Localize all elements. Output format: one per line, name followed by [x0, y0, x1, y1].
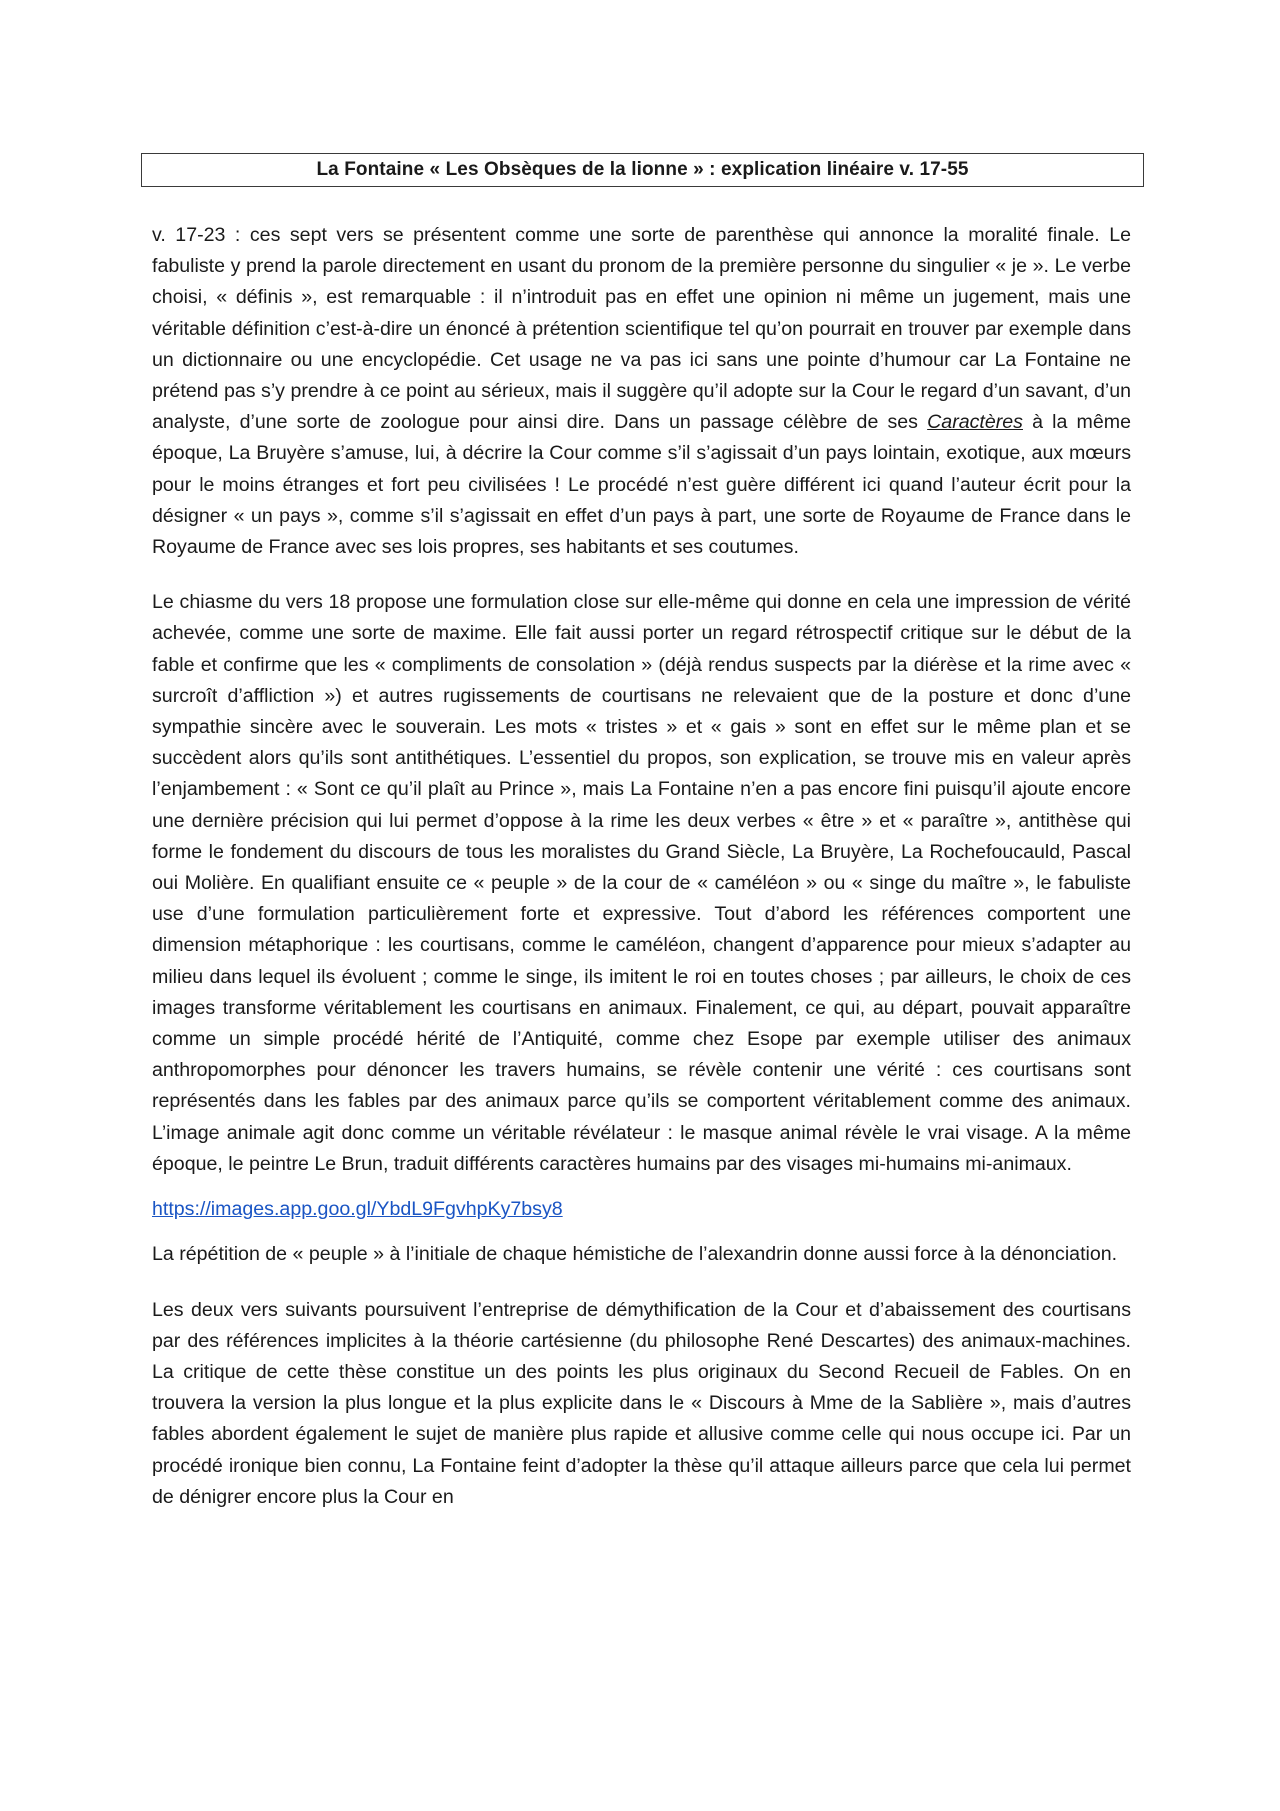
paragraph-4: Les deux vers suivants poursuivent l’entreprise de démythification de la Cour et d’abaissement des courtisans par des références implicites à la théorie cartésienne (du philosophe René Descartes) des animaux-machines. La critique de cette thèse constitue un des points les plus originaux du Second Recueil de Fables. On en trouvera la version la plus longue et la plus explicite dans le « Discours à Mme de la Sablière », mais d’autres fables abordent également le sujet de manière plus rapide et allusive comme celle qui nous occupe ici. Par un procédé ironique bien connu, La Fontaine feint d’adopter la thèse qu’il attaque ailleurs parce que cela lui permet de dénigrer encore plus la Cour en [152, 1298, 1131, 1508]
image-link[interactable]: https://images.app.goo.gl/YbdL9FgvhpKy7bsy8 [152, 1198, 563, 1221]
book-title-caracteres: Caractères [927, 411, 1023, 434]
paragraph-3: La répétition de « peuple » à l’initiale de chaque hémistiche de l’alexandrin donne aussi force à la dénonciation. [152, 1243, 1118, 1266]
document-body [152, 220, 1131, 1537]
paragraph-2: Le chiasme du vers 18 propose une formulation close sur elle-même qui donne en cela une impression de vérité achevée, comme une sorte de maxime. Elle fait aussi porter un regard rétrospectif critique sur le début de la fable et confirme que les « compliments de consolation » (déjà rendus suspects par la diérèse et la rime avec « surcroît d’affliction ») et autres rugissements de courtisans ne relevaient que de la posture et donc d’une sympathie sincère avec le souverain. Les mots « tristes » et « gais » sont en effet sur le même plan et se succèdent alors qu’ils sont antithétiques. L’essentiel du propos, son explication, se trouve mis en valeur après l’enjambement : « Sont ce qu’il plaît au Prince », mais La Fontaine n’en a pas encore fini puisqu’il ajoute encore une dernière précision qui lui permet d’oppose à la rime les deux verbes « être » et « paraître », antithèse qui forme le fondement du discours de tous les moralistes du Grand Siècle, La Bruyère, La Rochefoucauld, Pascal oui Molière. En qualifiant ensuite ce « peuple » de la cour de « caméléon » ou « singe du maître », le fabuliste use d’une formulation particulièrement forte et expressive. Tout d’abord les références comportent une dimension métaphorique : les courtisans, comme le caméléon, changent d’apparence pour mieux s’adapter au milieu dans lequel ils évoluent ; comme le singe, ils imitent le roi en toutes choses ; par ailleurs, le choix de ces images transforme véritablement les courtisans en animaux. Finalement, ce qui, au départ, pouvait apparaître comme un simple procédé hérité de l’Antiquité, comme chez Esope par exemple utiliser des animaux anthropomorphes pour dénoncer les travers humains, se révèle contenir une vérité : ces courtisans sont représentés dans les fables par des animaux parce qu’ils se comportent véritablement comme des animaux. L’image animale agit donc comme un véritable révélateur : le masque animal révèle le vrai visage. A la même époque, le peintre Le Brun, traduit différents caractères humains par des visages mi-humains mi-animaux. [152, 591, 1131, 1175]
paragraph-1-text-a: v. 17-23 : ces sept vers se présentent comme une sorte de parenthèse qui annonce la moralité finale. Le fabuliste y prend la parole directement en usant du pronom de la première personne du singulier « je ». Le verbe choisi, « définis », est remarquable : il n’introduit pas en effet une opinion ni même un jugement, mais une véritable définition c’est-à-dire un énoncé à prétention scientifique tel qu’on pourrait en trouver par exemple dans un dictionnaire ou une encyclopédie. Cet usage ne va pas ici sans une pointe d’humour car La Fontaine ne prétend pas s’y prendre à ce point au sérieux, mais il suggère qu’il adopte sur la Cour le regard d’un savant, d’un analyste, d’une sorte de zoologue pour ainsi dire. Dans un passage célèbre de ses [152, 224, 1131, 434]
paragraph-1 [152, 220, 1131, 563]
paragraph-1-text-b: à la même époque, La Bruyère s’amuse, lui, à décrire la Cour comme s’il s’agissait d’un pays lointain, exotique, aux mœurs pour le moins étranges et fort peu civilisées ! Le procédé n’est guère différent ici quand l’auteur écrit pour la désigner « un pays », comme s’il s’agissait en effet d’un pays à part, une sorte de Royaume de France dans le Royaume de France avec ses lois propres, ses habitants et ses coutumes. [152, 411, 1132, 559]
link-paragraph [152, 1194, 1131, 1225]
page-title: La Fontaine « Les Obsèques de la lionne » : explication linéaire v. 17-55 [141, 153, 1144, 187]
